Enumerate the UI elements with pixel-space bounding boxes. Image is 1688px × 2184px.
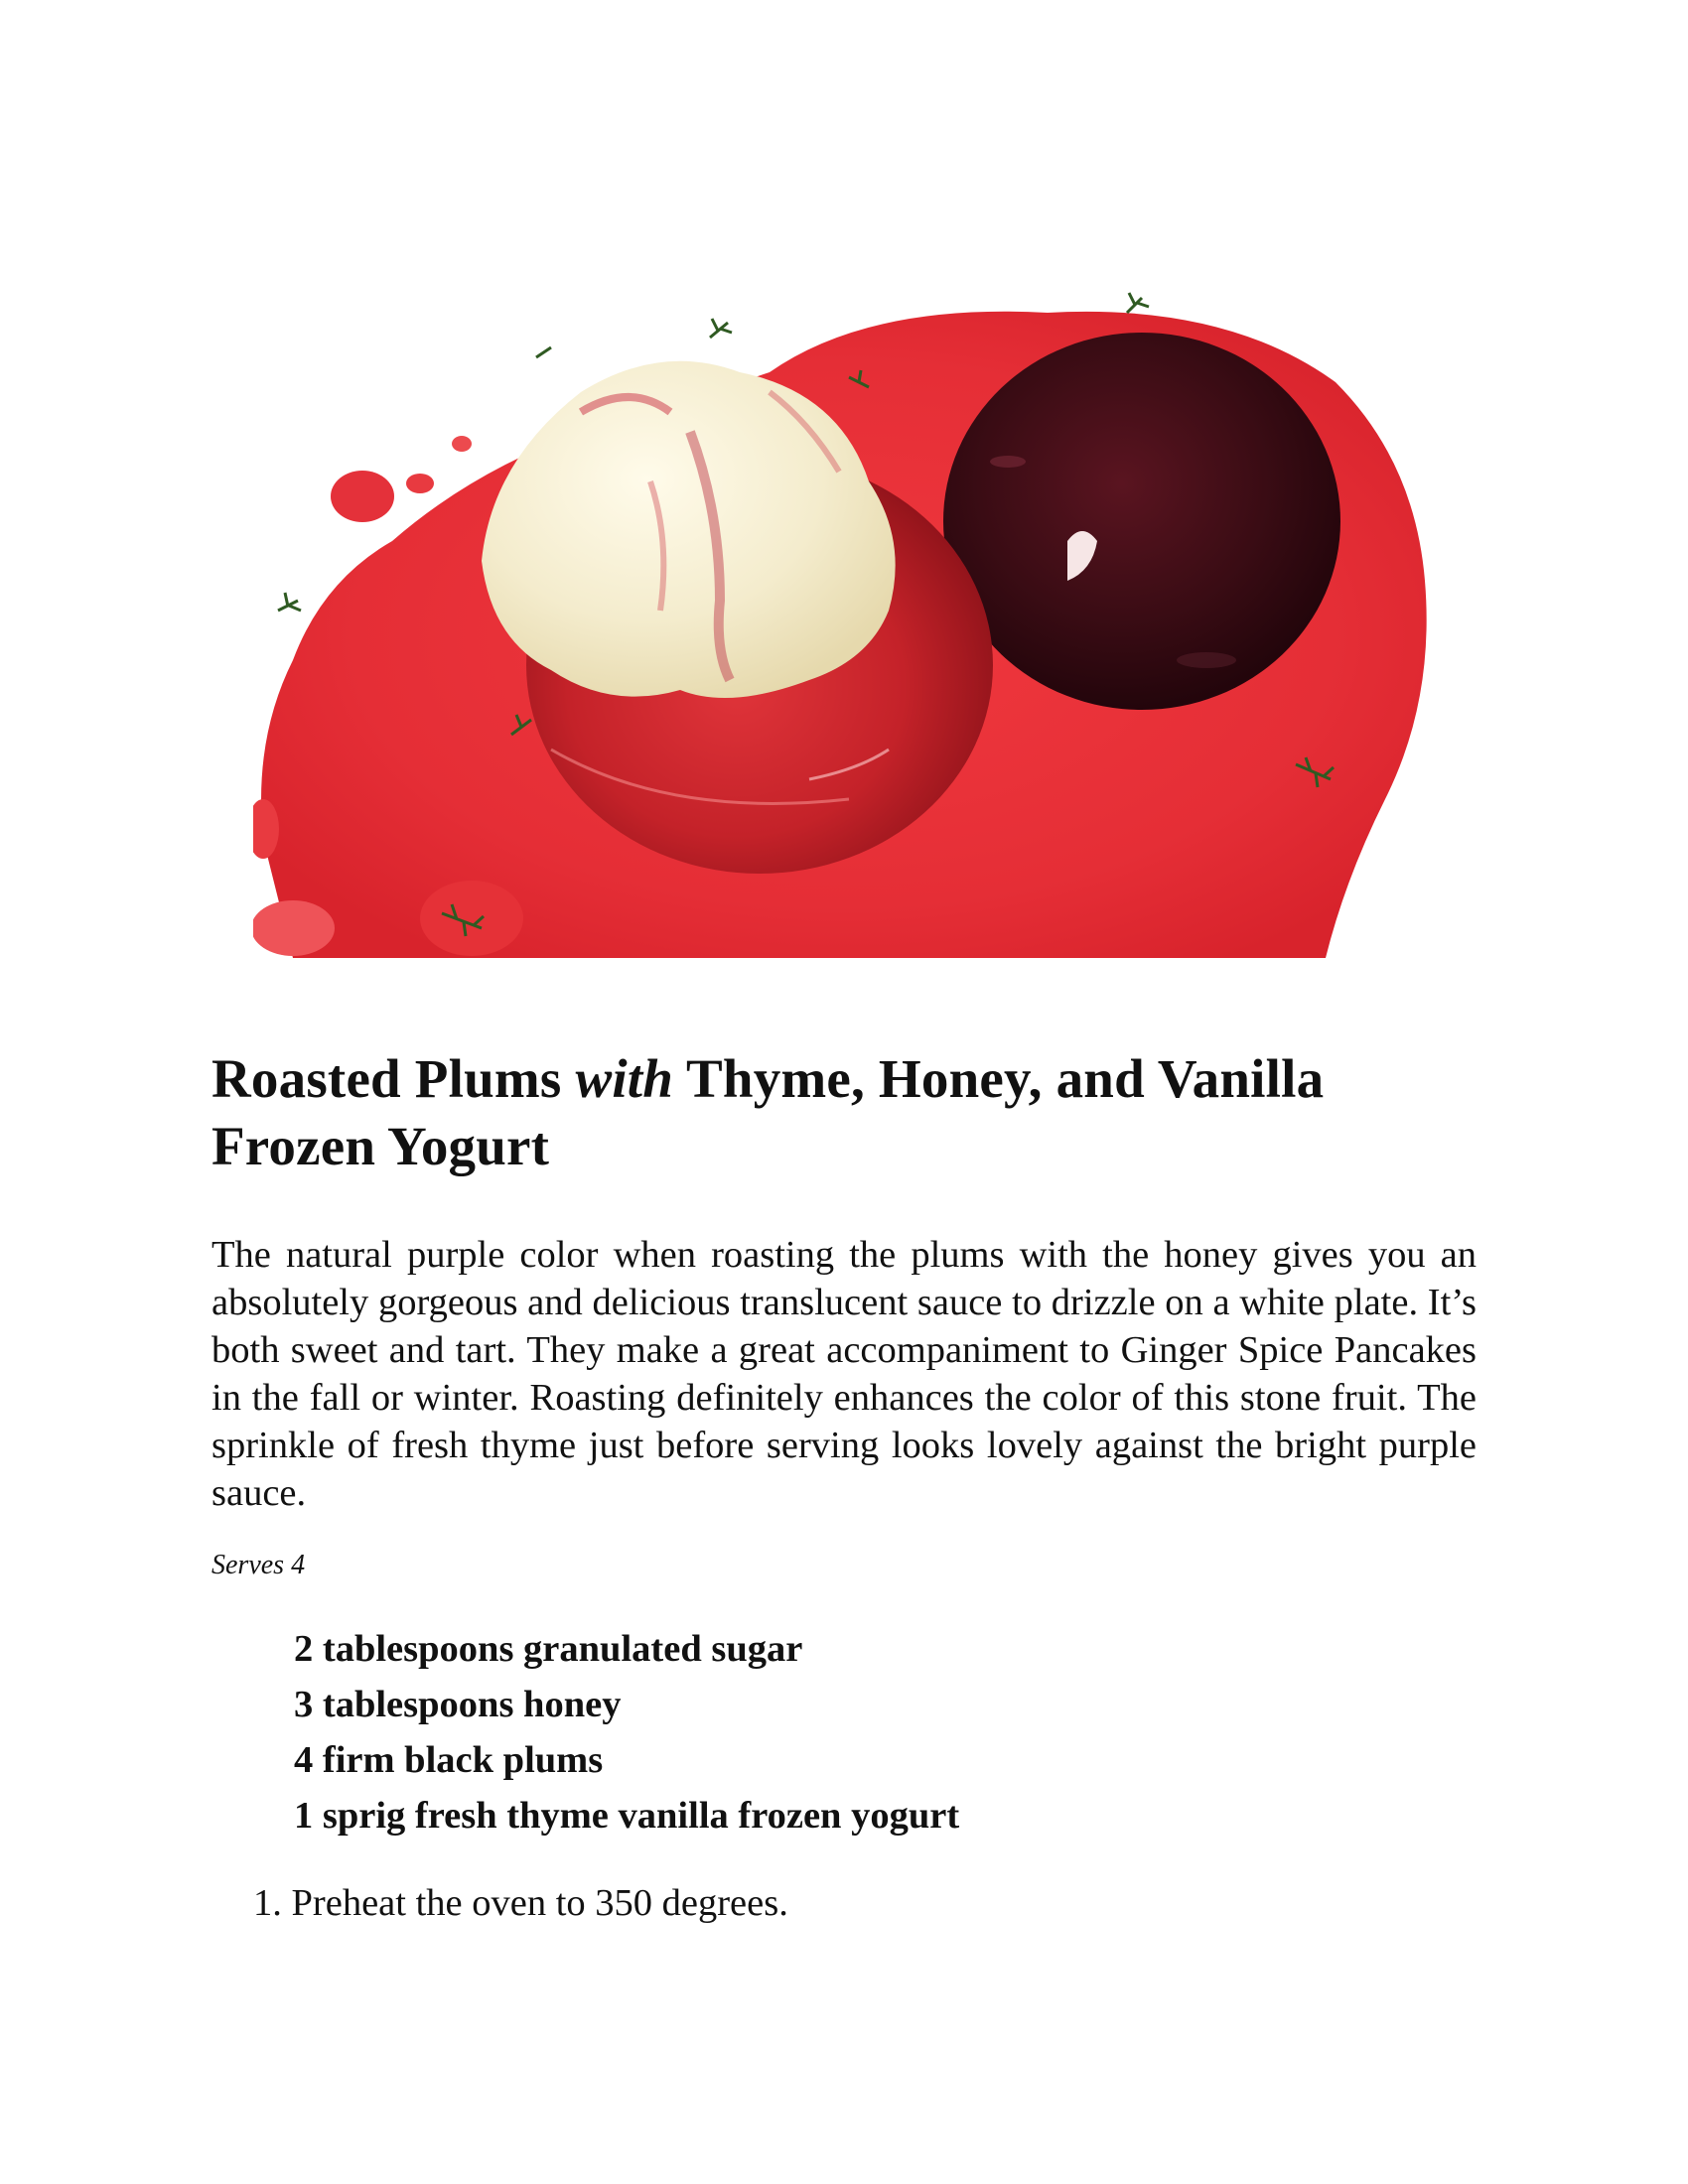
step-item [253, 1879, 788, 1927]
sauce-drop [452, 436, 472, 452]
sauce-drop [253, 900, 335, 956]
ingredient-item: 4 firm black plums [294, 1739, 604, 1781]
ingredient-item: 3 tablespoons honey [294, 1684, 622, 1725]
sauce-drop [420, 881, 523, 956]
sauce-drop [331, 471, 394, 522]
step-list [253, 1879, 788, 1927]
serves-count: Serves 4 [211, 1550, 306, 1580]
ingredient-list [294, 1621, 959, 1843]
recipe-intro: The natural purple color when roasting the plums with the honey gives you an absolutely gorgeous and delicious translucent sauce to drizzle on a white plate. It’s both sweet and tart. They make a great accompaniment to Ginger Spice Pancakes in the fall or winter. Roasting definitely enhances the color of this stone fruit. The sprinkle of fresh thyme just before serving looks lovely against the bright purple sauce. [211, 1234, 1477, 1514]
sauce-drop [406, 474, 434, 493]
ingredient-item: 2 tablespoons granulated sugar [294, 1628, 803, 1670]
ingredient-item: 1 sprig fresh thyme vanilla frozen yogurt [294, 1795, 960, 1837]
recipe-photo [253, 283, 1484, 958]
step-text: Preheat the oven to 350 degrees. [291, 1882, 788, 1924]
title-italic-word: with [575, 1048, 674, 1109]
step-number: 1. [253, 1882, 282, 1924]
dark-plum [943, 333, 1340, 710]
title-part-2: Thyme, Honey, and Vanilla Frozen Yogurt [211, 1048, 1325, 1176]
title-part-1: Roasted Plums [211, 1048, 576, 1109]
recipe-title [211, 1045, 1492, 1180]
